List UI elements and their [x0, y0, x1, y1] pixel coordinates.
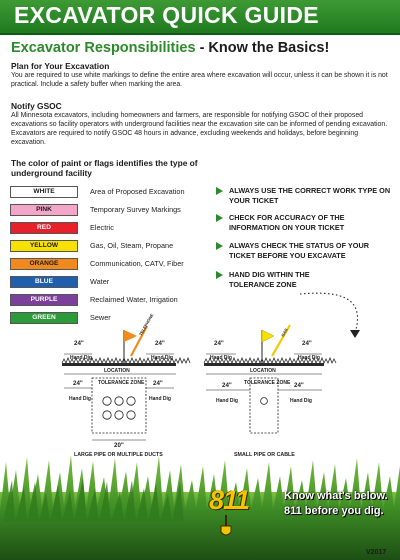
color-swatch-pink: PINK [10, 204, 78, 216]
color-meaning-yellow: Gas, Oil, Steam, Propane [90, 241, 174, 250]
hand-dig-right-mid: Hand Dig [149, 396, 171, 402]
tip-text: ALWAYS CHECK THE STATUS OF YOUR TICKET BEFORE YOU EXCAVATE [229, 241, 370, 260]
arrow-right-icon [216, 242, 223, 250]
color-code-intro: The color of paint or flags identifies the type of underground facility [11, 158, 198, 178]
color-meaning-white: Area of Proposed Excavation [90, 187, 185, 196]
hand-dig-left-mid: Hand Dig [69, 396, 91, 402]
plan-heading: Plan for Your Excavation [11, 61, 110, 71]
caption-small-pipe: SMALL PIPE OR CABLE [234, 452, 295, 458]
color-swatch-white: WHITE [10, 186, 78, 198]
notify-heading: Notify GSOC [11, 101, 62, 111]
hand-dig-right-diagram-top-left: Hand Dig [210, 355, 232, 361]
color-code-row-pink [10, 204, 250, 217]
color-swatch-blue: BLUE [10, 276, 78, 288]
color-code-row-white [10, 186, 250, 199]
dim-24-right-top: 24" [155, 340, 165, 347]
dim-24-right-mid: 24" [153, 380, 163, 387]
dim-24-right-diagram-mid-right: 24" [294, 382, 304, 389]
color-code-row-blue [10, 276, 250, 289]
flag-label-right: GAS [280, 327, 289, 338]
tagline-811-before-you-dig: 811 before you dig. [284, 505, 384, 517]
arrow-head-icon [350, 330, 360, 338]
tolerance-zone-label-left: TOLERANCE ZONE [98, 380, 145, 386]
arrow-right-icon [216, 214, 223, 222]
color-meaning-red: Electric [90, 223, 114, 232]
dim-24-left-top: 24" [74, 340, 84, 347]
tip-text: HAND DIG WITHIN THE TOLERANCE ZONE [229, 270, 310, 289]
hand-dig-left-top: Hand Dig [70, 355, 92, 361]
tip-text: ALWAYS USE THE CORRECT WORK TYPE ON YOUR TICKET [229, 186, 391, 205]
subtitle-tail: - Know the Basics! [195, 40, 330, 56]
subtitle-highlight: Excavator Responsibilities [11, 40, 196, 56]
location-label-right: LOCATION [250, 368, 276, 374]
tip-text: CHECK FOR ACCURACY OF THE INFORMATION ON YOUR TICKET [229, 213, 345, 232]
notify-body: All Minnesota excavators, including homeowners and farmers, are responsible for notifying GSOC of their proposed excavations so facility operators with underground facilities near the excavation site can be informed of pending excavation. Excavators are required to notify GSOC 48 hours in advance, excluding weekends and holidays, before beginning excavation. [11, 112, 388, 146]
dotted-arrow [300, 293, 358, 333]
flag-label-left: TELEPHONE [137, 312, 155, 337]
dim-24-right-diagram-mid-left: 24" [222, 382, 232, 389]
tolerance-zone-diagrams [0, 290, 400, 470]
dim-24-right-diagram-top-right: 24" [302, 340, 312, 347]
orange-flag-icon [124, 330, 137, 342]
color-meaning-pink: Temporary Survey Markings [90, 205, 181, 214]
caption-large-pipe: LARGE PIPE OR MULTIPLE DUCTS [74, 452, 163, 458]
hand-dig-right-diagram-top-right: Hand Dig [298, 355, 320, 361]
yellow-flag-icon [262, 330, 274, 342]
color-meaning-blue: Water [90, 277, 110, 286]
color-swatch-red: RED [10, 222, 78, 234]
color-swatch-orange: ORANGE [10, 258, 78, 270]
dim-24-right-diagram-top-left: 24" [214, 340, 224, 347]
color-swatch-yellow: YELLOW [10, 240, 78, 252]
dim-20-bottom: 20" [114, 442, 124, 449]
logo-811: 811 [209, 485, 250, 515]
location-label-left: LOCATION [104, 368, 130, 374]
plan-body: You are required to use white markings to define the entire area where excavation will occur, unless it can be shown it is not practical. Include a safety buffer when marking the area. [11, 72, 388, 88]
color-meaning-green: Sewer [90, 313, 111, 322]
arrow-right-icon [216, 271, 223, 279]
section-subtitle [11, 40, 329, 56]
hand-dig-right-top: Hand Dig [151, 355, 173, 361]
tagline-know-whats-below: Know what's below. [284, 490, 388, 502]
page-title: EXCAVATOR QUICK GUIDE [14, 2, 319, 28]
hand-dig-right-diagram-mid-right: Hand Dig [290, 398, 312, 404]
color-meaning-orange: Communication, CATV, Fiber [90, 259, 184, 268]
color-code-row-yellow [10, 240, 250, 253]
color-meaning-purple: Reclaimed Water, Irrigation [90, 295, 178, 304]
color-swatch-green: GREEN [10, 312, 78, 324]
version-label: V2017 [366, 549, 387, 556]
dim-24-left-mid: 24" [73, 380, 83, 387]
color-swatch-purple: PURPLE [10, 294, 78, 306]
tolerance-zone-label-right: TOLERANCE ZONE [244, 380, 291, 386]
arrow-right-icon [216, 187, 223, 195]
shovel-icon [219, 515, 233, 537]
logo-811-group [205, 485, 395, 545]
header-bar [0, 0, 400, 35]
hand-dig-right-diagram-mid-left: Hand Dig [216, 398, 238, 404]
color-code-row-orange [10, 258, 250, 271]
color-code-row-red [10, 222, 250, 235]
